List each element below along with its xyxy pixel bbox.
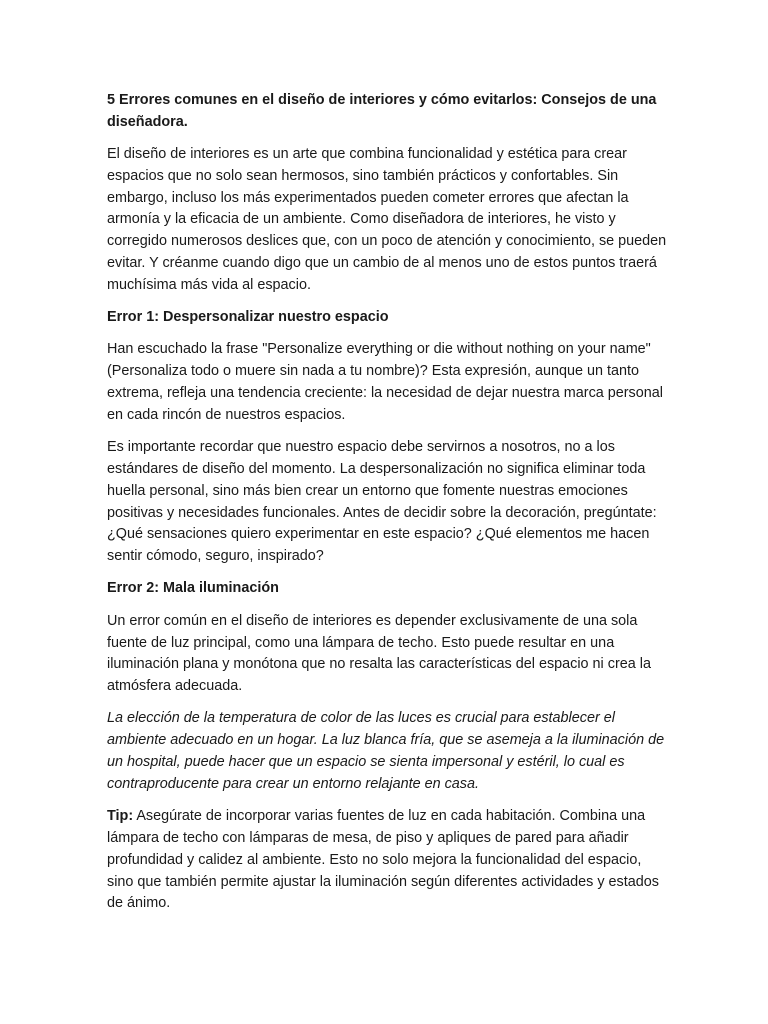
- error-1-paragraph-1: Han escuchado la frase "Personalize everything or die without nothing on your name" (Personaliza todo o muere sin nada a tu nombre)? Esta expresión, aunque un tanto extrema, refleja una tendencia creciente: la necesidad de dejar nuestra marca personal en cada rincón de nuestros espacios.: [107, 341, 663, 423]
- tip-text: Asegúrate de incorporar varias fuentes de luz en cada habitación. Combina una lámpara de techo con lámparas de mesa, de piso y apliques de pared para añadir profundidad y calidez al ambiente. Esto no solo mejora la funcionalidad del espacio, sino que también permite ajustar la iluminación según diferentes actividades y estados de ánimo.: [107, 808, 659, 912]
- tip-paragraph: [107, 806, 667, 915]
- error-1-paragraph-2: Es importante recordar que nuestro espacio debe servirnos a nosotros, no a los estándares de diseño del momento. La despersonalización no significa eliminar toda huella personal, sino más bien crear un entorno que fomente nuestras emociones positivas y necesidades funcionales. Antes de decidir sobre la decoración, pregúntate: ¿Qué sensaciones quiero experimentar en este espacio? ¿Qué elementos me hacen sentir cómodo, seguro, inspirado?: [107, 439, 657, 565]
- error-2-italic-paragraph: La elección de la temperatura de color de las luces es crucial para establecer el ambiente adecuado en un hogar. La luz blanca fría, que se asemeja a la iluminación de un hospital, puede hacer que un espacio se sienta impersonal y estéril, lo cual es contraproducente para crear un entorno relajante en casa.: [107, 710, 665, 792]
- document-page: [107, 90, 667, 926]
- document-title: 5 Errores comunes en el diseño de interiores y cómo evitarlos: Consejos de una diseñadora.: [107, 92, 657, 130]
- intro-paragraph: El diseño de interiores es un arte que combina funcionalidad y estética para crear espacios que no solo sean hermosos, sino también prácticos y confortables. Sin embargo, incluso los más experimentados pueden cometer errores que afectan la armonía y la eficacia de un ambiente. Como diseñadora de interiores, he visto y corregido numerosos deslices que, con un poco de atención y conocimiento, se pueden evitar. Y créanme cuando digo que un cambio de al menos uno de estos puntos traerá muchísima más vida al espacio.: [107, 146, 667, 293]
- error-2-paragraph-1: Un error común en el diseño de interiores es depender exclusivamente de una sola fuente de luz principal, como una lámpara de techo. Esto puede resultar en una iluminación plana y monótona que no resalta las características del espacio ni crea la atmósfera adecuada.: [107, 612, 651, 695]
- tip-label: Tip:: [107, 808, 134, 825]
- error-2-heading: Error 2: Mala iluminación: [107, 580, 279, 597]
- error-1-heading: Error 1: Despersonalizar nuestro espacio: [107, 309, 389, 326]
